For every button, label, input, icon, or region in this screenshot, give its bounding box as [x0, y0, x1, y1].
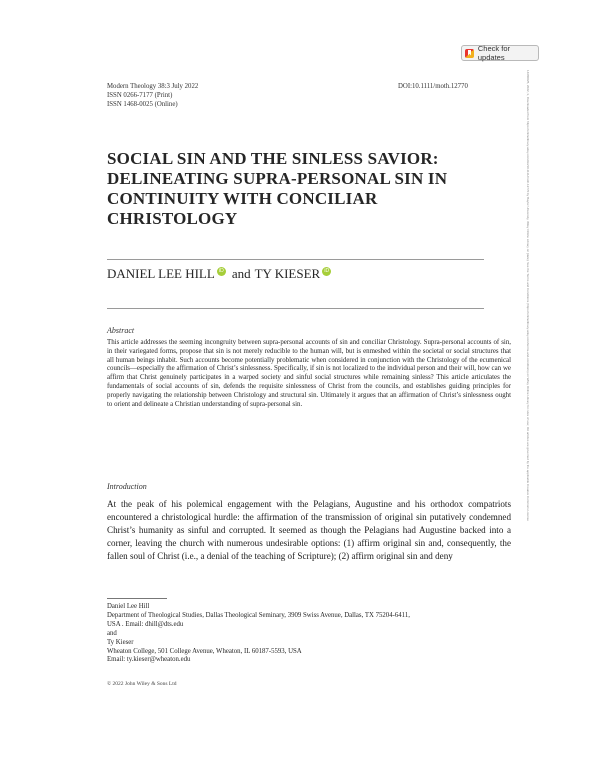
- contact-line: Daniel Lee Hill: [107, 603, 150, 610]
- download-side-note: 14680025, 2022, 3, Downloaded from https://onlinelibrary.wiley.com/doi/10.1111/moth.12770 by Baylor University, Wiley Online Library on [date]. See the Terms and Conditions (https://onlinelibrary.wiley.com/terms-and-conditions) on Wiley Online Library for rules of use; OA articles are governed by the applicable Creative Commons License: [526, 70, 530, 521]
- issn-online: ISSN 1468-0025 (Online): [107, 101, 178, 108]
- article-title: SOCIAL SIN AND THE SINLESS SAVIOR: DELINEATING SUPRA-PERSONAL SIN IN CONTINUITY WITH CONCILIAR CHRISTOLOGY: [107, 149, 448, 228]
- title-divider: [107, 259, 484, 260]
- doi: DOI:10.1111/moth.12770: [398, 83, 468, 90]
- introduction-heading: Introduction: [107, 482, 147, 491]
- footnote-divider: [107, 598, 167, 599]
- check-for-updates-label: Check for updates: [477, 44, 510, 62]
- introduction-text: At the peak of his polemical engagement with the Pelagians, Augustine and his orthodox compatriots encountered a christological hurdle: the affirmation of the transmission of original sin putatively condemned Christ’s humanity as sinful and corrupted. It seemed as though the Pelagians had Augustine backed into a corner, leaving the church with numerous undesirable options: (1) affirm original sin and, consequently, the fallen soul of Christ (i.e., a denial of the teaching of Scripture); (2) affirm original sin and deny: [107, 499, 511, 562]
- journal-meta: [107, 82, 198, 109]
- orcid-icon[interactable]: iD: [217, 267, 226, 276]
- author-second: TY KIESER: [254, 266, 321, 281]
- contact-line: Department of Theological Studies, Dallas Theological Seminary, 3909 Swiss Avenue, Dallas, TX 75204-6411,: [107, 611, 410, 619]
- author-contact: [107, 603, 517, 665]
- copyright-notice: © 2022 John Wiley & Sons Ltd: [107, 681, 177, 687]
- bookmark-icon: [465, 49, 474, 58]
- contact-line: Wheaton College, 501 College Avenue, Wheaton, IL 60187-5593, USA: [107, 647, 302, 655]
- author-conjunction: and: [231, 266, 251, 281]
- issn-print: ISSN 0266-7177 (Print): [107, 92, 173, 99]
- orcid-icon[interactable]: iD: [322, 267, 331, 276]
- contact-line: Ty Kieser: [107, 638, 134, 646]
- contact-line: Email: ty.kieser@wheaton.edu: [107, 656, 191, 664]
- author-divider: [107, 308, 484, 309]
- journal-issue: Modern Theology 38:3 July 2022: [107, 83, 199, 90]
- abstract-heading: Abstract: [107, 326, 135, 335]
- check-for-updates-button[interactable]: [461, 45, 539, 61]
- author-line: [107, 266, 337, 282]
- author-first: DANIEL LEE HILL: [107, 266, 215, 281]
- contact-line: USA . Email: dhill@dts.edu: [107, 620, 184, 628]
- abstract-text: This article addresses the seeming incongruity between supra-personal accounts of sin and conciliar Christology. Supra-personal accounts of sin, in their variegated forms, propose that sin is not merely reducible to the human will, but is enmeshed within the societal or social structures that all human beings inhabit. Such accounts become potentially problematic when considered in conjunction with the Christology of the ecumenical councils—especially the affirmation of Christ’s sinlessness. Specifically, if sin is not localized to the individual person and their will, how can we affirm that Christ genuinely participates in a warped society and sinful social structures while remaining sinless? This article articulates the fundamentals of social accounts of sin, defends the requisite sinlessness of Christ from the councils, and establishes guiding principles for properly navigating the relationship between Christology and structural sin. Ultimately it argues that an affirmation of Christ’s sinlessness ought to orient and delineate a Christian understanding of supra-personal sin.: [107, 339, 511, 408]
- contact-line: and: [107, 629, 117, 637]
